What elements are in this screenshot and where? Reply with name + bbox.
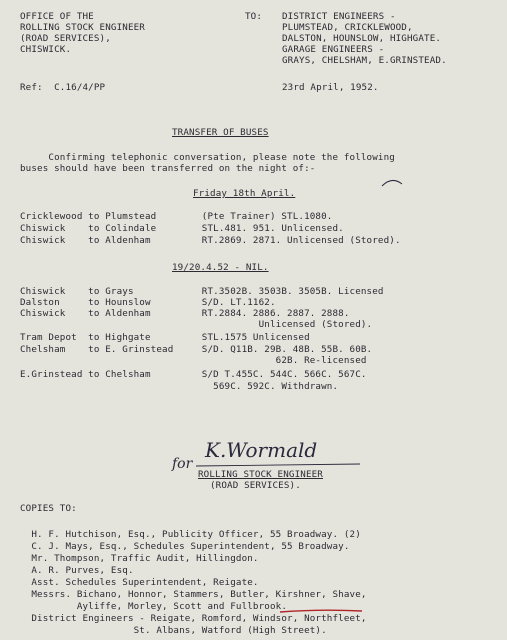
from-line-2: ROLLING STOCK ENGINEER bbox=[20, 22, 145, 33]
to-label: TO: bbox=[245, 11, 263, 22]
to-line-4: GARAGE ENGINEERS - bbox=[282, 44, 385, 55]
copies-heading: COPIES TO: bbox=[20, 503, 77, 514]
transfer-line: E.Grinstead to Chelsham S/D T.455C. 544C. 566C. 567C. bbox=[20, 369, 367, 380]
transfer-line: Tram Depot to Highgate STL.1575 Unlicensed bbox=[20, 332, 310, 343]
tick-mark bbox=[382, 180, 402, 186]
copy-line: Mr. Thompson, Traffic Audit, Hillingdon. bbox=[20, 553, 259, 564]
signatory-title-2: (ROAD SERVICES). bbox=[210, 480, 301, 491]
ref-number: Ref: C.16/4/PP bbox=[20, 82, 106, 93]
copy-line: Messrs. Bichano, Honnor, Stammers, Butler, Kirshner, Shave, bbox=[20, 589, 367, 600]
from-line-1: OFFICE OF THE bbox=[20, 11, 94, 22]
transfer-line: Chiswick to Grays RT.3502B. 3503B. 3505B. Licensed bbox=[20, 286, 384, 297]
handwritten-signature: K.Wormald bbox=[205, 438, 318, 462]
from-line-3: (ROAD SERVICES), bbox=[20, 33, 111, 44]
to-line-5: GRAYS, CHELSHAM, E.GRINSTEAD. bbox=[282, 55, 447, 66]
transfer-line: Chelsham to E. Grinstead S/D. Q11B. 29B. 48B. 55B. 60B. bbox=[20, 344, 373, 355]
transfer-line: 62B. Re-licensed bbox=[20, 355, 367, 366]
transfer-line: Chiswick to Colindale STL.481. 951. Unlicensed. bbox=[20, 223, 344, 234]
section1-heading: Friday 18th April. bbox=[193, 188, 296, 199]
transfer-line: Chiswick to Aldenham RT.2869. 2871. Unlicensed (Stored). bbox=[20, 235, 401, 246]
copy-line: C. J. Mays, Esq., Schedules Superintendent, 55 Broadway. bbox=[20, 541, 350, 552]
intro-line-1: Confirming telephonic conversation, please note the following bbox=[20, 152, 395, 163]
copy-line: Ayliffe, Morley, Scott and Fullbrook. bbox=[20, 601, 288, 612]
red-underline-mark bbox=[280, 610, 362, 612]
to-line-3: DALSTON, HOUNSLOW, HIGHGATE. bbox=[282, 33, 442, 44]
transfer-line: Chiswick to Aldenham RT.2884. 2886. 2887. 2888. bbox=[20, 308, 350, 319]
to-line-2: PLUMSTEAD, CRICKLEWOOD, bbox=[282, 22, 413, 33]
copy-line: A. R. Purves, Esq. bbox=[20, 565, 134, 576]
transfer-line: 569C. 592C. Withdrawn. bbox=[20, 381, 339, 392]
transfer-line: Unlicensed (Stored). bbox=[20, 319, 373, 330]
signature-pp: for bbox=[172, 456, 193, 472]
copy-line: St. Albans, Watford (High Street). bbox=[20, 625, 327, 636]
signature-underline bbox=[196, 464, 360, 466]
from-line-4: CHISWICK. bbox=[20, 44, 72, 55]
signatory-title-1: ROLLING STOCK ENGINEER bbox=[198, 469, 323, 480]
memo-date: 23rd April, 1952. bbox=[282, 82, 379, 93]
transfer-line: Cricklewood to Plumstead (Pte Trainer) STL.1080. bbox=[20, 211, 333, 222]
copy-line: District Engineers - Reigate, Romford, Windsor, Northfleet, bbox=[20, 613, 367, 624]
section2-heading: 19/20.4.52 - NIL. bbox=[172, 262, 269, 273]
transfer-line: Dalston to Hounslow S/D. LT.1162. bbox=[20, 297, 276, 308]
to-line-1: DISTRICT ENGINEERS - bbox=[282, 11, 396, 22]
memo-title: TRANSFER OF BUSES bbox=[172, 127, 269, 138]
copy-line: H. F. Hutchison, Esq., Publicity Officer, 55 Broadway. (2) bbox=[20, 529, 361, 540]
copy-line: Asst. Schedules Superintendent, Reigate. bbox=[20, 577, 259, 588]
intro-line-2: buses should have been transferred on the night of:- bbox=[20, 163, 316, 174]
